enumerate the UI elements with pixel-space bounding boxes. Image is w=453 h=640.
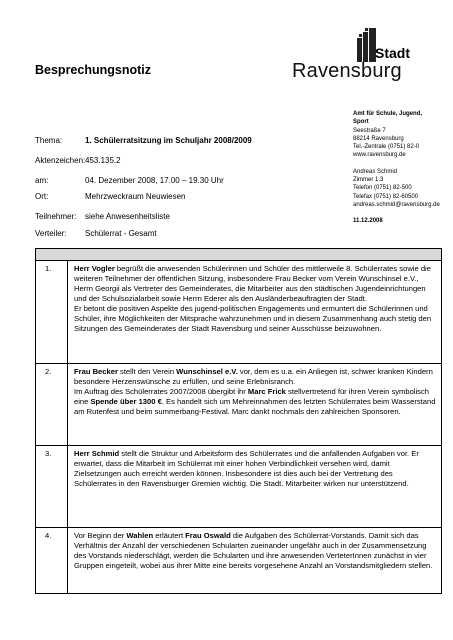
item-text-part: stellvertretend für ihren Verein symbolisch eine [74,387,430,406]
contact-email: andreas.schmid@ravensburg.de [353,201,440,208]
item-text-part: vor, dem es u.a. ein Anliegen ist, schwer kranken Kindern besondere Herzenswünsche zu erfüllen, und seine Erlebnisranch. [74,367,433,386]
contact-fax: Telefax (0751) 82-60500 [353,193,419,200]
participants-label: Teilnehmer: [35,212,77,221]
place-label: Ort: [35,192,49,201]
table-row [36,446,442,528]
item-text [68,446,442,528]
person-name: Marc Frick [247,387,286,396]
sender-phone-central: Tel.-Zentrale (0751) 82-0 [353,144,420,151]
sender-web: www.ravensburg.de [353,152,406,159]
table-row [36,364,442,446]
item-text [68,261,442,364]
distribution-label: Verteiler: [35,229,67,238]
table-row [36,528,442,594]
sender-department: Amt für Schule, Jugend, [353,111,423,117]
item-number: 2. [36,364,68,446]
topic-label: Thema: [35,136,63,145]
item-number: 4. [36,528,68,594]
sender-city: 88214 Ravensburg [353,135,404,142]
item-text-part: die Aufgaben des Schülerrat-Vorstands. Damit sich das Verhältnis der Anzahl der verschiedenen Schularten zueinander ungefähr auch in der Zusammensetzung des Vorstands niederschlägt, werden die Schularten und ihre anwesenden VerteterInnen zunächst in vier Gruppen eingeteilt, wobei aus ihrer Mitte eine bereits vorgesehene Anzahl an Vorstandsmitgliedern stellen. [74,531,433,570]
file-number-label: Aktenzeichen: [35,156,86,165]
item-number: 3. [36,446,68,528]
document-date: 11.12.2008 [353,218,383,225]
file-number-value: 453.135.2 [85,156,121,165]
contact-room: Zimmer 1.3 [353,177,384,184]
item-text-part: stellt den Verein [117,367,177,376]
item-text-part: Vor Beginn der [74,531,127,540]
logo-word-city: Ravensburg [292,60,402,82]
topic-keyword: Wahlen [126,531,154,540]
speaker-name: Frau Becker [74,367,118,376]
table-row [36,261,442,364]
speaker-name: Herr Vogler [74,264,115,273]
distribution-value: Schülerrat - Gesamt [85,229,157,238]
speaker-name: Frau Oswald [185,531,231,540]
item-paragraph: Er betont die positiven Aspekte des jugend-politischen Engagements und ermuntert die Schülerinnen und Schüler, ihre Möglichkeiten der Mitsprache wahrzunehmen und in diesem Zusammenhang auch stetig den Sitzungen des Gemeinderates der Stadt Ravensburg und seiner Ausschüsse beizuwohnen. [74,304,432,333]
item-text [68,364,442,446]
donation-amount: Spende über 1300 € [90,397,162,406]
minutes-table [35,248,442,594]
contact-phone: Telefon (0751) 82-500 [353,185,412,192]
date-label: am: [35,176,49,185]
city-logo-icon [339,28,379,62]
table-header-row [36,249,442,261]
participants-value: siehe Anwesenheitsliste [85,212,170,221]
item-text-part: stellt die Struktur und Arbeitsform des Schülerrates und die anfallenden Aufgaben vor. Er erwartet, dass die Mitarbeit im Schülerrat mit einer hohen Verbindlichkeit versehen wird, damit Zielsetzungen auch erreicht werden können. Insbesondere ist dies auch bei der Vertretung des Schülerrates in den Ravensburger Gremien wichtig. Die Stadt. Mitarbeiter wirken nur unterstützend. [74,449,419,488]
item-text-part: erläutert [153,531,186,540]
sender-department-2: Sport [353,119,369,126]
item-text-part: Im Auftrag des Schülerrates 2007/2008 übergibt ihr [74,387,248,396]
item-text-part: . Es handelt sich um Mehreinnahmen des letzten Schülerrates beim Wasserstand am Rutenfest und beim summerbang-Festival. Marc dankt nochmals den zahlreichen Sponsoren. [74,397,436,416]
item-text [68,528,442,594]
date-value: 04. Dezember 2008, 17.00 – 19.30 Uhr [85,176,224,185]
speaker-name: Herr Schmid [74,449,120,458]
sender-street: Seestraße 7 [353,127,386,134]
place-value: Mehrzweckraum Neuwiesen [85,192,186,201]
sender-info [353,110,449,226]
item-number: 1. [36,261,68,364]
topic-value: 1. Schülerratsitzung im Schuljahr 2008/2009 [85,136,252,145]
contact-name: Andreas Schmid [353,168,398,175]
logo-word-stadt: Stadt [375,45,410,61]
page-title: Besprechungsnotiz [35,63,151,77]
organization-name: Wunschinsel e.V. [176,367,238,376]
item-text-part: begrüßt die anwesenden Schülerinnen und Schüler des mittlerweile 8. Schülerrates sowie die weiteren Teilnehmer der öffentlichen Sitzung, insbesondere Frau Becker vom Verein Wunschinsel e.V., Herrn Georgii als Vertreter des Gemeinderates, die Mitarbeiter aus den städtischen Jugendeinrichtungen und der Schulsozialarbeit sowie Herrn Ederer als den Ausländerbeauftragten der Stadt. [74,264,431,303]
